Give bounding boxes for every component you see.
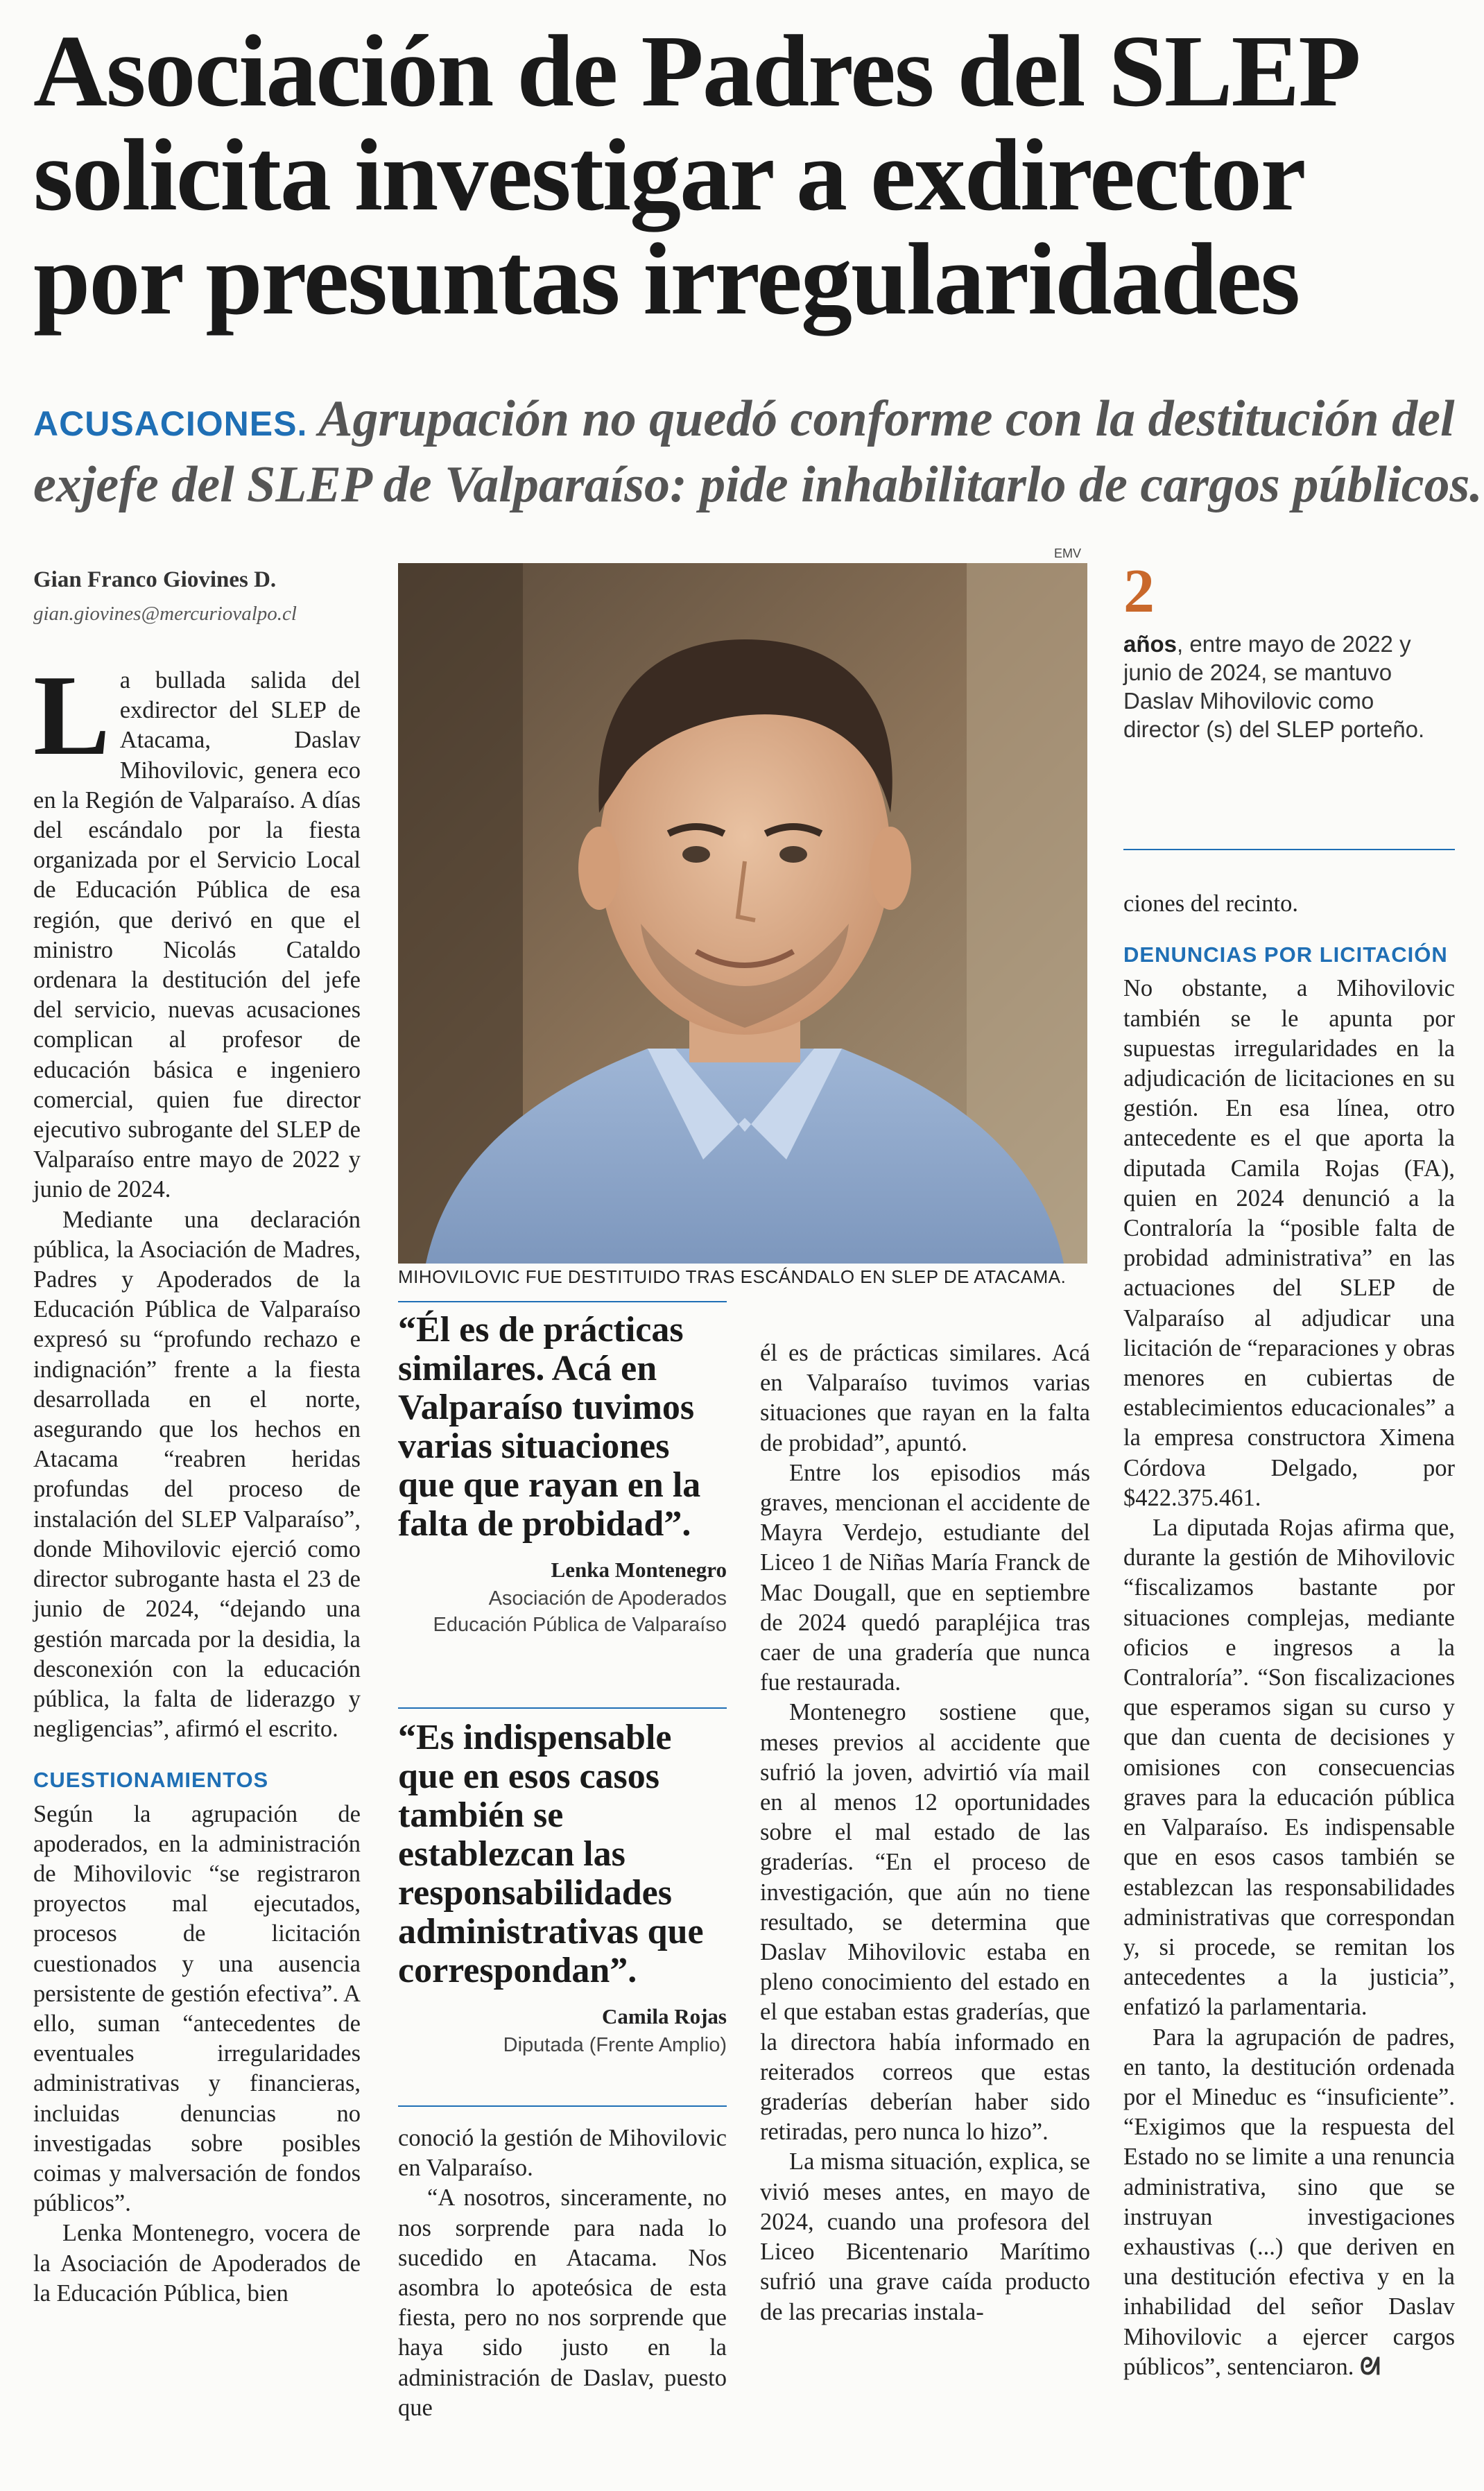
portrait-photo xyxy=(398,563,1087,1264)
paragraph: No obstante, a Mihovilovic también se le apunta por supuestas irregularidades en la adjudicación de licitaciones en su gestión. En esa línea, otro antecedente es el que aporta la diputada Camila Rojas (FA), quien en 2024 denunció a la Contraloría la “posible falta de probidad administrativa” en las actuaciones del SLEP de Valparaíso al adjudicar una licitación de “reparaciones y obras menores en cubiertas de establecimientos educacionales” a la empresa constructora Ximena Córdova Delgado, por $422.375.461. xyxy=(1123,975,1455,1511)
end-mark-icon: ᘛ xyxy=(1360,2353,1381,2380)
quote-author: Lenka Montenegro xyxy=(551,1558,727,1582)
paragraph: La misma situación, explica, se vivió meses antes, en mayo de 2024, cuando una profesora del Liceo Bicentenario Marítimo sufrió una grave caída producto de las precarias instala- xyxy=(760,2148,1090,2325)
headline-line-2: solicita investigar a exdirector xyxy=(33,119,1305,232)
deck-tag: ACUSACIONES. xyxy=(33,404,308,443)
paragraph: La bullada salida del exdirector del SLEP de Atacama, Daslav Mihovilovic, genera eco en la Región de Valparaíso. A días del escándalo por la fiesta organizada por el Servicio Local de Educación Pública de esa región, que derivó en que el ministro Nicolás Cataldo ordenara la destitución del jefe del servicio, nuevas acusaciones complican al profesor de educación básica e ingeniero comercial, quien fue director ejecutivo subrogante del SLEP de Valparaíso entre mayo de 2022 y junio de 2024. xyxy=(33,651,361,1203)
paragraph: La diputada Rojas afirma que, durante la gestión de Mihovilovic “fiscalizamos bastante por situaciones complejas, mediante oficios e ingresos a la Contraloría”. “Son fiscalizaciones que esperamos sigan su curso y que dan cuenta de decisiones y omisiones con consecuencias graves para la educación pública en Valparaíso. Es indispensable que en esos casos también se establezcan las responsabilidades administrativas que correspondan y, si procede, se remitan los antecedentes a la justicia”, enfatizó la parlamentaria. xyxy=(1123,1515,1455,2021)
paragraph: Montenegro sostiene que, meses previos al accidente que sufrió la joven, advirtió vía mail en al menos 12 oportunidades sobre el mal estado de las graderías. “En el proceso de investigación, que aún no tiene resultado, se determina que Daslav Mihovilovic estaba en pleno conocimiento del estado en el que estaban estas graderías, que la directora había informado en reiterados correos que estas graderías deberían haber sido retiradas, pero nunca lo hizo”. xyxy=(760,1699,1090,2146)
column-1 xyxy=(33,651,361,2309)
paragraph: Según la agrupación de apoderados, en la administración de Mihovilovic “se registraron proyectos mal ejecutados, procesos de licitación cuestionados y una ausencia persistente de gestión efectiva”. A ello, suman “antecedentes de eventuales irregularidades administrativas y financieras, incluidas denuncias no investigadas sobre posibles coimas y malversación de fondos públicos”. xyxy=(33,1800,361,2217)
paragraph: Para la agrupación de padres, en tanto, la destitución ordenada por el Mineduc es “insuficiente”. “Exigimos que la respuesta del Estado no se limite a una renuncia administrativa, sino que se instruyan investigaciones exhaustivas (...) que deriven en una destitución efectiva y en la inhabilidad del señor Daslav Mihovilovic a ejercer cargos públicos”, sentenciaron. ᘛ xyxy=(1123,2024,1455,2380)
pull-quote-1 xyxy=(398,1311,727,1638)
quote-role: Asociación de Apoderados Educación Pública de Valparaíso xyxy=(433,1587,727,1636)
paragraph: él es de prácticas similares. Acá en Valparaíso tuvimos varias situaciones que rayan en la falta de probidad”, apuntó. xyxy=(760,1340,1090,1456)
stat-unit: años xyxy=(1123,631,1177,657)
quote-author: Camila Rojas xyxy=(602,2004,727,2028)
divider xyxy=(398,1707,727,1709)
headline xyxy=(33,15,1462,336)
deck xyxy=(33,388,1483,515)
photo-credit: EMV xyxy=(1054,546,1082,560)
paragraph: Entre los episodios más graves, mencionan el accidente de Mayra Verdejo, estudiante del Liceo 1 de Niñas María Franck de Mac Dougall, que en septiembre de 2024 quedó parapléjica tras caer de una gradería que nunca fue restaurada. xyxy=(760,1459,1090,1696)
paragraph: conoció la gestión de Mihovilovic en Valparaíso. xyxy=(398,2125,727,2182)
stat-number: 2 xyxy=(1123,557,1155,626)
divider xyxy=(1123,849,1455,850)
paragraph: “A nosotros, sinceramente, no nos sorprende para nada lo sucedido en Atacama. Nos asombra lo apoteósica de esta fiesta, pero no nos sorprende que haya sido justo en la administración de Daslav, puesto que xyxy=(398,2184,727,2421)
divider xyxy=(398,2105,727,2107)
headline-line-3: por presuntas irregularidades xyxy=(33,223,1300,336)
drop-cap: L xyxy=(33,651,110,779)
deck-line-2: exjefe del SLEP de Valparaíso: pide inhabilitarlo de cargos públicos. xyxy=(33,456,1483,513)
subhead-denuncias: DENUNCIAS POR LICITACIÓN xyxy=(1123,942,1448,967)
author-name: Gian Franco Giovines D. xyxy=(33,567,277,592)
photo-caption: MIHOVILOVIC FUE DESTITUIDO TRAS ESCÁNDALO EN SLEP DE ATACAMA. xyxy=(398,1266,1067,1287)
headline-line-1: Asociación de Padres del SLEP xyxy=(33,15,1360,128)
author-email[interactable]: gian.giovines@mercuriovalpo.cl xyxy=(33,603,297,625)
deck-line-1: Agrupación no quedó conforme con la destitución del xyxy=(318,390,1455,447)
divider xyxy=(398,1301,727,1302)
quote-text: “Él es de prácticas similares. Acá en Valparaíso tuvimos varias situaciones que que rayan en la falta de probidad”. xyxy=(398,1310,701,1544)
column-3 xyxy=(760,1338,1090,2327)
subhead-cuestionamientos: CUESTIONAMIENTOS xyxy=(33,1768,269,1793)
column-4 xyxy=(1123,889,1455,2382)
byline xyxy=(33,567,373,626)
paragraph: Mediante una declaración pública, la Asociación de Madres, Padres y Apoderados de la Educación Pública de Valparaíso expresó su “profundo rechazo e indignación” frente a la fiesta desarrollada en el norte, asegurando que los hechos en Atacama “reabren heridas profundas del proceso de instalación del SLEP Valparaíso”, donde Mihovilovic ejerció como director subrogante hasta el 23 de junio de 2024, “dejando una gestión marcada por la desidia, la desconexión con la educación pública, la falta de liderazgo y negligencias”, afirmó el escrito. xyxy=(33,1206,361,1743)
paragraph: Lenka Montenegro, vocera de la Asociación de Apoderados de la Educación Pública, bien xyxy=(33,2220,361,2307)
stat-text: años, entre mayo de 2022 y junio de 2024, se mantuvo Daslav Mihovilovic como director (s) del SLEP porteño. xyxy=(1123,631,1425,742)
quote-text: “Es indispensable que en esos casos también se establezcan las responsabilidades administrativas que correspondan”. xyxy=(398,1718,704,1990)
column-2 xyxy=(398,2123,727,2423)
quote-role: Diputada (Frente Amplio) xyxy=(503,2034,727,2056)
stat-box xyxy=(1123,557,1455,743)
paragraph: ciones del recinto. xyxy=(1123,890,1298,917)
pull-quote-2 xyxy=(398,1718,727,2058)
